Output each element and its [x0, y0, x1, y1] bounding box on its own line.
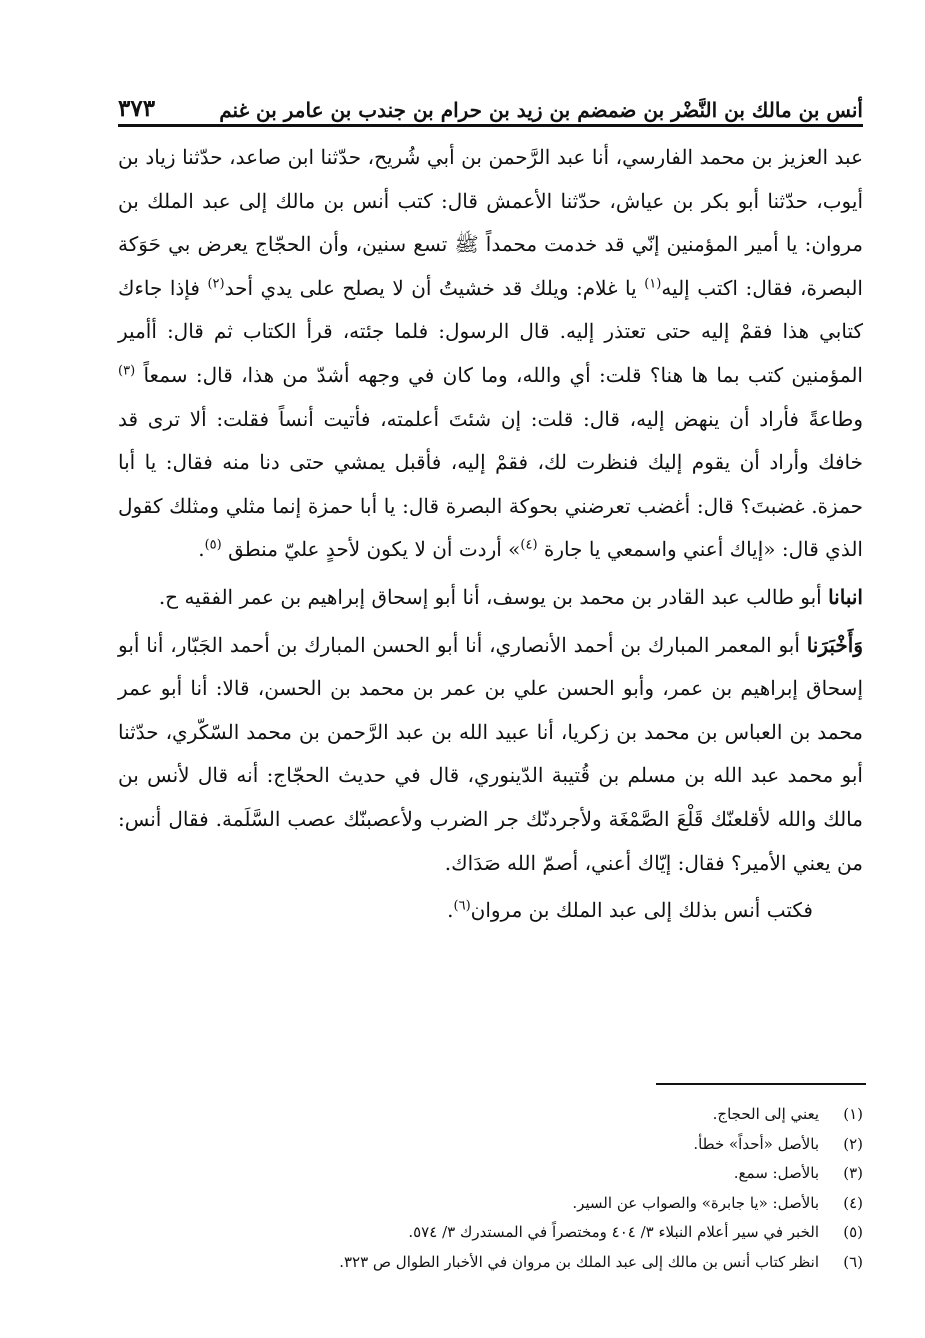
- footnote-ref[interactable]: (٤): [520, 537, 538, 553]
- footnote-text: بالأصل «أحداً» خطأ.: [693, 1134, 819, 1153]
- paragraph-text: عبد العزيز بن محمد الفارسي، أنا عبد الرَّحمن بن أبي شُريح، حدّثنا ابن صاعد، حدّثنا زياد بن أيوب، حدّثنا أبو بكر بن عياش، حدّثنا الأعمش قال: كتب أنس بن مالك إلى عبد الملك بن مروان: يا أمير المؤمنين إنّي قد خدمت محمداً ﷺ تسع سنين، وأن الحجّاج يعرض بي حَوَكة البصرة، فقال: اكتب إليه: [118, 145, 863, 300]
- paragraph-3: [118, 624, 863, 886]
- paragraph-2: [118, 576, 863, 620]
- footnote-item: [118, 1100, 863, 1130]
- footnote-number: (١): [843, 1105, 863, 1123]
- footnote-ref[interactable]: (٢): [207, 276, 225, 292]
- footnote-text: بالأصل: سمع.: [733, 1164, 819, 1182]
- footnote-text: بالأصل: «يا جابرة» والصواب عن السير.: [572, 1193, 819, 1212]
- lead-word: وَأَخْبَرَنا: [806, 632, 863, 657]
- lead-word: انبانا: [828, 584, 863, 609]
- paragraph-4: [118, 889, 863, 933]
- footnote-ref[interactable]: (١): [644, 276, 662, 292]
- footnote-item: [118, 1130, 863, 1160]
- paragraph-text: أبو طالب عبد القادر بن محمد بن يوسف، أنا أبو إسحاق إبراهيم بن عمر الفقيه ح.: [158, 584, 829, 609]
- paragraph-text: وطاعةً فأراد أن ينهض إليه، قال: قلت: إن شئتَ أعلمته، فأتيت أنساً فقلت: ألا ترى قد خافك وأراد أن يقوم إليك فنظرت لك، فقمْ إليه، فأقبل يمشي حتى دنا منه فقال: يا أبا حمزة. غضبتَ؟ قال: أغضب تعرضني بحوكة البصرة قال: يا أبا حمزة إنما مثلي ومثلك كقول الذي قال: «إياك أعني واسمعي يا جارة: [118, 406, 863, 562]
- footnote-item: [118, 1189, 863, 1219]
- paragraph-text: فكتب أنس بذلك إلى عبد الملك بن مروان: [470, 898, 813, 923]
- paragraph-text: أبو المعمر المبارك بن أحمد الأنصاري، أنا أبو الحسن المبارك بن أحمد الجَبّار، أنا أبو إسحاق إبراهيم بن عمر، وأبو الحسن علي بن عمر بن محمد بن الحسن، قالا: أنا أبو عمر محمد بن العباس بن محمد بن زكريا، أنا عبيد الله بن عبد الرَّحمن بن محمد السّكّري، حدّثنا أبو محمد عبد الله بن مسلم بن قُتيبة الدّينوري، قال في حديث الحجّاج: أنه قال لأنس بن مالك والله لأقلعنّك قَلْعَ الصَّمْغَة ولأجردنّك جر الضرب ولأعصبنّك عصب السَّلَمة. فقال أنس: من يعني الأمير؟ فقال: إيّاك أعني، أصمّ الله صَدَاك.: [118, 632, 863, 875]
- footnote-item: [118, 1248, 863, 1278]
- footnotes: [118, 1100, 863, 1277]
- paragraph-text: .: [198, 537, 205, 562]
- footnote-number: (٣): [843, 1164, 863, 1182]
- footnote-text: يعني إلى الحجاج.: [712, 1105, 819, 1123]
- paragraph-text: .: [447, 898, 454, 923]
- footnote-number: (٦): [843, 1252, 863, 1271]
- paragraph-text: فإذا جاءك كتابي هذا فقمْ إليه حتى تعتذر إليه. قال الرسول: فلما جئته، قرأ الكتاب ثم قال: أأمير المؤمنين كتب بما ها هنا؟ قلت: أي والله، وما كان في وجهه أشدّ من هذا، قال: سمعاً: [118, 275, 863, 387]
- footnote-number: (٤): [843, 1193, 863, 1212]
- footnote-ref[interactable]: (٣): [118, 363, 136, 379]
- footnote-text: انظر كتاب أنس بن مالك إلى عبد الملك بن مروان في الأخبار الطوال ص ٣٢٣.: [339, 1252, 819, 1271]
- footnote-number: (٥): [843, 1223, 863, 1241]
- paragraph-text: » أردت أن لا يكون لأحدٍ عليّ منطق: [228, 537, 521, 562]
- header-title: أنس بن مالك بن النَّضْر بن ضمضم بن زيد بن حرام بن جندب بن عامر بن غنم: [219, 98, 863, 122]
- footnote-item: [118, 1159, 863, 1189]
- paragraph-text: يا غلام: ويلك قد خشيتُ أن لا يصلح على يدي أحد: [224, 275, 645, 300]
- header-rule: [118, 124, 863, 127]
- main-text: [118, 136, 863, 933]
- footnote-item: [118, 1218, 863, 1248]
- page-number: ٣٧٣: [118, 95, 156, 122]
- running-header: [118, 78, 863, 122]
- footnote-ref[interactable]: (٦): [453, 898, 471, 914]
- footnote-number: (٢): [843, 1134, 863, 1153]
- footnote-ref[interactable]: (٥): [204, 537, 222, 553]
- paragraph-1: [118, 136, 863, 572]
- footnote-text: الخبر في سير أعلام النبلاء ٣/ ٤٠٤ ومختصراً في المستدرك ٣/ ٥٧٤.: [408, 1223, 819, 1241]
- footnote-separator: [656, 1083, 866, 1085]
